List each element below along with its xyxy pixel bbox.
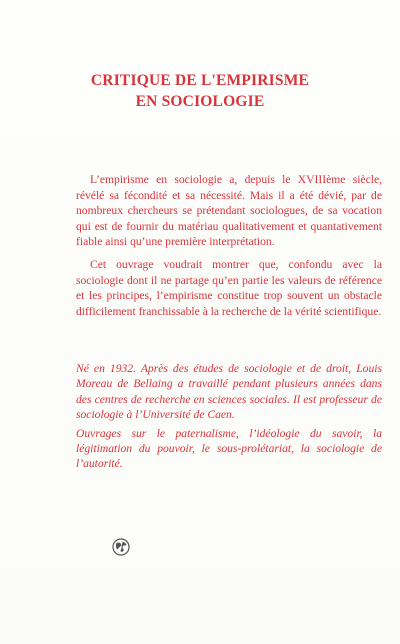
bio-paragraph-2: Ouvrages sur le paternalisme, l’idéologie du savoir, la légitimation du pouvoir, le sous-prolétariat, la sociologie de l’autorité. <box>76 426 382 471</box>
book-summary <box>76 172 382 326</box>
summary-paragraph-1: L’empirisme en sociologie a, depuis le XVIIIème siècle, révélé sa fécondité et sa nécessité. Mais il a été dévié, par de nombreux chercheurs se prétendant sociologues, de sa vocation qui est de fournir du matériau qualitativement et quantativement fiable ainsi qu’une première interprétation. <box>76 173 382 249</box>
book-title <box>0 70 400 112</box>
title-line-1: CRITIQUE DE L'EMPIRISME <box>90 72 310 89</box>
summary-paragraph-2: Cet ouvrage voudrait montrer que, confondu avec la sociologie dont il ne partage qu’en partie les valeurs de référence et les principes, l’empirisme constitue trop souvent un obstacle difficilement franchissable à la recherche de la vérité scientifique. <box>76 257 382 318</box>
bio-paragraph-1: Né en 1932. Après des études de sociologie et de droit, Louis Moreau de Bellaing a travaillé pendant plusieurs années dans des centres de recherche en sciences sociales. Il est professeur de sociologie à l’Université de Caen. <box>76 362 382 422</box>
author-bio <box>76 361 382 475</box>
title-line-2: EN SOCIOLOGIE <box>135 93 265 110</box>
globe-icon <box>112 538 130 556</box>
